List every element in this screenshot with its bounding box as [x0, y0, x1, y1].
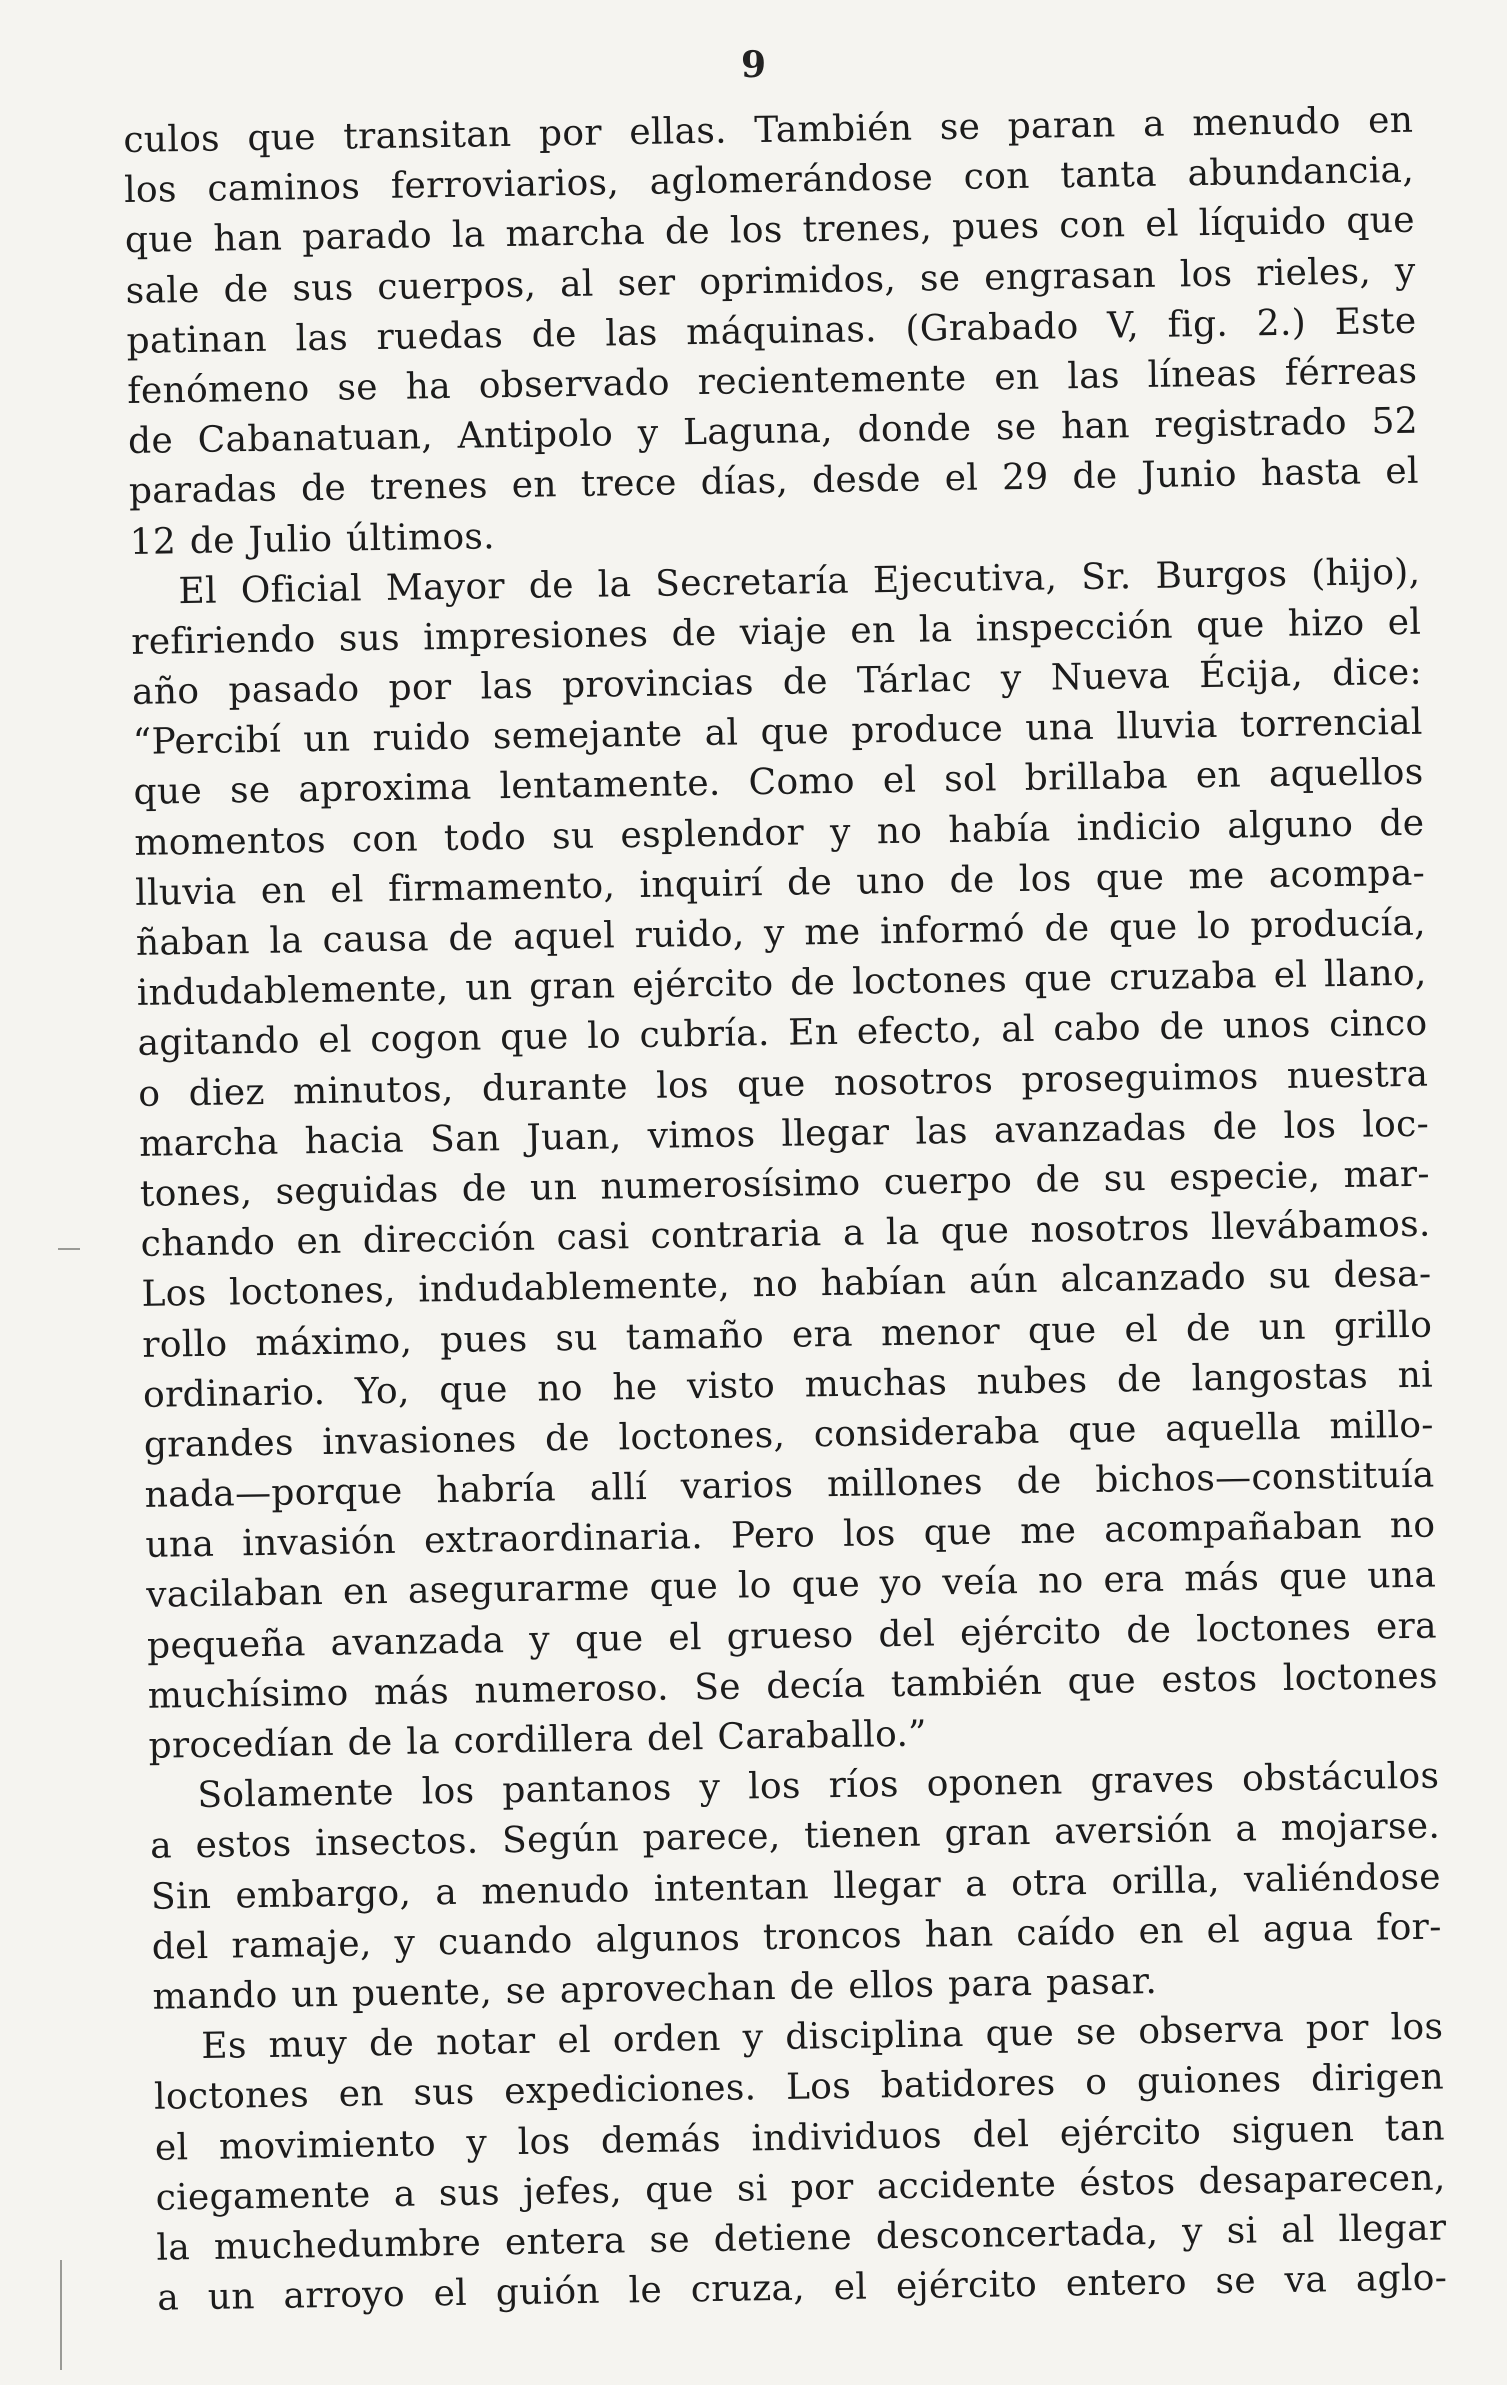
text-line: Los loctones, indudablemente, no habían aún alcanzado su desa- — [141, 1253, 1432, 1316]
text-line: los caminos ferroviarios, aglomerándose con tanta abundancia, — [123, 149, 1415, 212]
text-line: pequeña avanzada y que el grueso del ejército de loctones era — [146, 1605, 1438, 1667]
text-line: muchísimo más numeroso. Se decía también que estos loctones — [147, 1655, 1438, 1717]
text-line: Sin embargo, a menudo intentan llegar a otra orilla, valiéndose — [150, 1856, 1442, 1918]
text-line: rollo máximo, pues su tamaño era menor que el de un grillo — [141, 1304, 1433, 1366]
text-line: chando en dirección casi contraria a la que nosotros llevábamos. — [140, 1203, 1431, 1265]
text-line: culos que transitan por ellas. También se paran a menudo en — [123, 99, 1414, 161]
text-line: patinan las ruedas de las máquinas. (Grabado V, fig. 2.) Este — [126, 300, 1417, 362]
text-line: ordinario. Yo, que no he visto muchas nubes de langostas ni — [142, 1354, 1434, 1416]
margin-mark — [60, 2260, 62, 2370]
text-line: de Cabanatuan, Antipolo y Laguna, donde se han registrado 52 — [127, 400, 1419, 463]
text-line: paradas de trenes en trece días, desde el 29 de Junio hasta el — [128, 451, 1420, 513]
body-text — [123, 96, 1448, 2324]
text-line: sale de sus cuerpos, al ser oprimidos, se engrasan los rieles, y — [125, 250, 1416, 312]
text-line: Es muy de notar el orden y disciplina que se observa por los — [201, 2006, 1444, 2068]
page-number: 9 — [740, 44, 767, 86]
text-line: fenómeno se ha observado recientemente en las líneas férreas — [127, 350, 1418, 412]
text-line: Solamente los pantanos y los ríos oponen graves obstáculos — [197, 1755, 1440, 1817]
margin-mark — [58, 1248, 80, 1250]
text-line: que han parado la marcha de los trenes, pues con el líquido que — [124, 200, 1416, 262]
text-line: vacilaban en asegurarme que lo que yo veía no era más que una — [145, 1554, 1437, 1617]
text-line: a un arroyo el guión le cruza, el ejército entero se va aglo- — [156, 2257, 1448, 2319]
text-line: mando un puente, se aprovechan de ellos para pasar. — [152, 1960, 1158, 2018]
text-line: loctones en sus expediciones. Los batidores o guiones dirigen — [153, 2056, 1445, 2119]
text-line: año pasado por las provincias de Tárlac y Nueva Écija, dice: — [131, 651, 1423, 713]
text-line: indudablemente, un gran ejército de loctones que cruzaba el llano, — [136, 952, 1427, 1015]
text-line: refiriendo sus impresiones de viaje en la inspección que hizo el — [130, 601, 1422, 663]
text-line: agitando el cogon que lo cubría. En efecto, al cabo de unos cinco — [137, 1003, 1428, 1065]
text-line: la muchedumbre entera se detiene desconcertada, y si al llegar — [156, 2207, 1447, 2269]
text-line: a estos insectos. Según parece, tienen gran aversión a mojarse. — [149, 1805, 1441, 1868]
text-line: lluvia en el firmamento, inquirí de uno de los que me acompa- — [134, 852, 1426, 914]
text-line: “Percibí un ruido semejante al que produce una lluvia torrencial — [132, 701, 1424, 764]
text-line: ciegamente a sus jefes, que si por accidente éstos desaparecen, — [155, 2157, 1446, 2219]
text-line: 12 de Julio últimos. — [129, 515, 496, 563]
text-line: nada—porque habría allí varios millones de bichos—constituía — [144, 1454, 1435, 1516]
text-line: procedían de la cordillera del Caraballo.” — [148, 1713, 928, 1767]
text-line: una invasión extraordinaria. Pero los que me acompañaban no — [145, 1504, 1436, 1567]
text-line: ñaban la causa de aquel ruido, y me informó de que lo producía, — [135, 902, 1427, 964]
text-line: grandes invasiones de loctones, consideraba que aquella millo- — [143, 1404, 1435, 1466]
text-line: el movimiento y los demás individuos del ejército siguen tan — [154, 2106, 1446, 2169]
text-line: tones, seguidas de un numerosísimo cuerpo de su especie, mar- — [139, 1153, 1431, 1215]
text-line: momentos con todo su esplendor y no había indicio alguno de — [134, 802, 1425, 864]
text-line: marcha hacia San Juan, vimos llegar las avanzadas de los loc- — [138, 1103, 1430, 1165]
text-line: que se aproxima lentamente. Como el sol brillaba en aquellos — [133, 752, 1424, 814]
text-line: El Oficial Mayor de la Secretaría Ejecutiva, Sr. Burgos (hijo), — [178, 551, 1421, 612]
text-line: o diez minutos, durante los que nosotros proseguimos nuestra — [138, 1053, 1429, 1115]
text-line: del ramaje, y cuando algunos troncos han caído en el agua for- — [151, 1906, 1442, 1968]
